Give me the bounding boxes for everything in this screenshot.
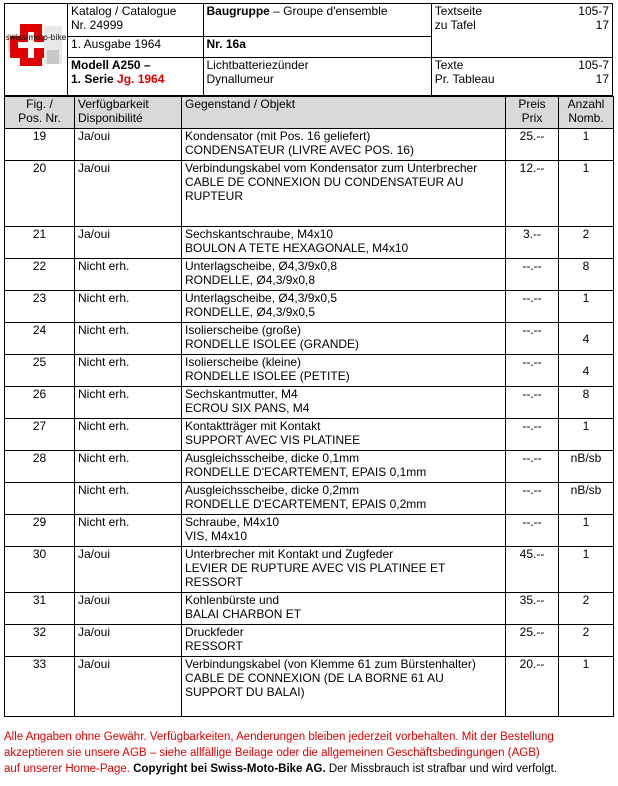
table-row — [5, 483, 614, 515]
pos-number: 22 — [32, 259, 47, 273]
series: 1. Serie — [71, 72, 118, 87]
disclaimer-line-3c: Der Missbrauch ist strafbar und wird verfolgt. — [325, 763, 558, 775]
object-de: Ausgleichsscheibe, dicke 0,1mm — [185, 451, 360, 465]
object-cell — [182, 227, 506, 259]
price-cell — [506, 593, 559, 625]
quantity: 1 — [582, 657, 590, 671]
zutafel-label: zu Tafel — [434, 18, 476, 32]
quantity: 8 — [582, 259, 590, 273]
object-fr: BOULON A TETE HEXAGONALE, M4x10 — [185, 241, 409, 255]
table-row — [5, 291, 614, 323]
pos-number: 33 — [32, 657, 47, 671]
table-row — [5, 419, 614, 451]
price: 35.-- — [519, 593, 545, 607]
object-de: Isolierscheibe (große) — [185, 323, 302, 337]
price-cell — [506, 419, 559, 451]
group-cell — [203, 4, 431, 37]
quantity: 1 — [582, 547, 590, 561]
object-de: Druckfeder — [185, 625, 244, 639]
qty-cell — [559, 387, 614, 419]
object-cell — [182, 483, 506, 515]
price: 25.-- — [519, 625, 545, 639]
table-row — [5, 593, 614, 625]
price-cell — [506, 625, 559, 657]
object-de: Kondensator (mit Pos. 16 geliefert) — [185, 129, 371, 143]
group-name-cell — [203, 58, 431, 96]
quantity: 2 — [582, 593, 590, 607]
disclaimer-line-2: akzeptieren sie unsere AGB – siehe allfällige Beilage oder die allgemeinen Geschäftsbedingungen (AGB) — [4, 747, 540, 759]
avail-cell — [75, 227, 182, 259]
price: 25.-- — [519, 129, 545, 143]
object-de: Kohlenbürste und — [185, 593, 280, 607]
pos-number: 31 — [32, 593, 47, 607]
group-label-fr: – Groupe d'ensemble — [269, 4, 388, 18]
price-cell — [506, 483, 559, 515]
avail-cell — [75, 483, 182, 515]
object-cell — [182, 657, 506, 717]
price: --.-- — [522, 259, 542, 273]
price-cell — [506, 291, 559, 323]
availability: Ja/oui — [78, 227, 111, 241]
object-fr: RONDELLE ISOLEE (PETITE) — [185, 369, 350, 383]
object-de: Sechskantmutter, M4 — [185, 387, 298, 401]
avail-cell — [75, 419, 182, 451]
availability: Nicht erh. — [78, 323, 130, 337]
pos-cell — [5, 593, 75, 625]
price-cell — [506, 161, 559, 227]
object-cell — [182, 419, 506, 451]
qty-cell — [559, 419, 614, 451]
price-cell — [506, 451, 559, 483]
quantity: 4 — [582, 363, 590, 378]
object-cell — [182, 355, 506, 387]
avail-cell — [75, 593, 182, 625]
quantity: 4 — [582, 331, 590, 346]
tableau-value: 17 — [595, 72, 609, 87]
qty-cell — [559, 355, 614, 387]
pos-number: 29 — [32, 515, 47, 529]
price-cell — [506, 129, 559, 161]
object-fr: CABLE DE CONNEXION (DE LA BORNE 61 AU SUPPORT DU BALAI) — [185, 671, 444, 699]
quantity: nB/sb — [570, 483, 602, 497]
object-fr: RONDELLE D'ECARTEMENT, EPAIS 0,1mm — [185, 465, 427, 479]
object-fr: VIS, M4x10 — [185, 529, 248, 543]
pos-number: 24 — [32, 323, 47, 337]
model: Modell A250 – — [71, 58, 151, 73]
series-year: Jg. 1964 — [117, 72, 165, 87]
quantity: 1 — [582, 515, 590, 529]
catalog-label: Katalog / Catalogue — [71, 4, 177, 18]
avail-cell — [75, 355, 182, 387]
avail-cell — [75, 161, 182, 227]
quantity: 1 — [582, 129, 590, 143]
qty-cell — [559, 161, 614, 227]
texte-value: 105-7 — [578, 58, 609, 73]
price-cell — [506, 515, 559, 547]
object-de: Unterbrecher mit Kontakt und Zugfeder — [185, 547, 394, 561]
texte-cell — [431, 58, 612, 96]
pos-cell — [5, 657, 75, 717]
avail-cell — [75, 323, 182, 355]
tableau-label: Pr. Tableau — [434, 72, 495, 87]
table-row — [5, 625, 614, 657]
object-fr: CONDENSATEUR (LIVRE AVEC POS. 16) — [185, 143, 414, 157]
col-qty-header: Anzahl Nomb. — [559, 97, 614, 129]
availability: Nicht erh. — [78, 419, 130, 433]
swiss-moto-bike-logo-icon — [5, 4, 67, 92]
price: --.-- — [522, 291, 542, 305]
price: --.-- — [522, 451, 542, 465]
availability: Ja/oui — [78, 657, 111, 671]
price: 12.-- — [519, 161, 545, 175]
copyright: Copyright bei Swiss-Moto-Bike AG. — [133, 763, 326, 775]
object-fr: BALAI CHARBON ET — [185, 607, 302, 621]
object-cell — [182, 451, 506, 483]
edition: 1. Ausgabe 1964 — [68, 37, 204, 58]
object-cell — [182, 515, 506, 547]
object-fr: LEVIER DE RUPTURE AVEC VIS PLATINEE ET RESSORT — [185, 561, 446, 589]
availability: Ja/oui — [78, 161, 111, 175]
object-fr: RONDELLE, Ø4,3/9x0,5 — [185, 305, 316, 319]
zutafel-value: 17 — [595, 18, 609, 32]
availability: Nicht erh. — [78, 355, 130, 369]
price-cell — [506, 259, 559, 291]
price-cell — [506, 657, 559, 717]
pos-number: 26 — [32, 387, 47, 401]
quantity: 1 — [582, 161, 590, 175]
group-name-de: Lichtbatteriezünder — [206, 58, 309, 73]
table-row — [5, 323, 614, 355]
pos-number: 27 — [32, 419, 47, 433]
pos-number: 19 — [32, 129, 47, 143]
object-de: Ausgleichsscheibe, dicke 0,2mm — [185, 483, 360, 497]
price: 20.-- — [519, 657, 545, 671]
group-name-fr: Dynallumeur — [206, 72, 274, 87]
qty-cell — [559, 259, 614, 291]
svg-text:swiss-moto-bike: swiss-moto-bike — [5, 33, 67, 42]
pos-number: 23 — [32, 291, 47, 305]
object-cell — [182, 161, 506, 227]
table-row — [5, 515, 614, 547]
table-row — [5, 657, 614, 717]
object-fr: ECROU SIX PANS, M4 — [185, 401, 310, 415]
header-table — [4, 3, 613, 96]
parts-table — [4, 96, 614, 717]
table-row — [5, 387, 614, 419]
model-cell — [68, 58, 204, 96]
object-fr: RESSORT — [185, 639, 243, 653]
pos-cell — [5, 259, 75, 291]
pos-cell — [5, 161, 75, 227]
pos-cell — [5, 483, 75, 515]
pos-number: 21 — [32, 227, 47, 241]
availability: Nicht erh. — [78, 515, 130, 529]
price: 45.-- — [519, 547, 545, 561]
qty-cell — [559, 129, 614, 161]
pos-number: 28 — [32, 451, 47, 465]
qty-cell — [559, 547, 614, 593]
object-fr: RONDELLE, Ø4,3/9x0,8 — [185, 273, 316, 287]
qty-cell — [559, 515, 614, 547]
qty-cell — [559, 593, 614, 625]
object-cell — [182, 259, 506, 291]
quantity: 2 — [582, 625, 590, 639]
object-de: Schraube, M4x10 — [185, 515, 280, 529]
price: 3.-- — [523, 227, 541, 241]
price-cell — [506, 227, 559, 259]
object-fr: RONDELLE D'ECARTEMENT, EPAIS 0,2mm — [185, 497, 427, 511]
qty-cell — [559, 625, 614, 657]
quantity: 1 — [582, 291, 590, 305]
object-fr: SUPPORT AVEC VIS PLATINEE — [185, 433, 361, 447]
availability: Nicht erh. — [78, 387, 130, 401]
pos-cell — [5, 129, 75, 161]
pos-cell — [5, 419, 75, 451]
price-cell — [506, 323, 559, 355]
price: --.-- — [522, 387, 542, 401]
object-cell — [182, 593, 506, 625]
textseite-value: 105-7 — [578, 4, 609, 18]
object-de: Unterlagscheibe, Ø4,3/9x0,5 — [185, 291, 338, 305]
table-row — [5, 451, 614, 483]
disclaimer-line-1: Alle Angaben ohne Gewähr. Verfügbarkeiten, Aenderungen bleiben jederzeit vorbehalten. Mit der Bestellung — [4, 731, 554, 743]
qty-cell — [559, 483, 614, 515]
pos-cell — [5, 515, 75, 547]
price-cell — [506, 387, 559, 419]
catalog-number: Nr. 24999 — [71, 18, 124, 32]
object-fr: RONDELLE ISOLEE (GRANDE) — [185, 337, 360, 351]
quantity: 2 — [582, 227, 590, 241]
avail-cell — [75, 129, 182, 161]
avail-cell — [75, 259, 182, 291]
avail-cell — [75, 657, 182, 717]
availability: Nicht erh. — [78, 483, 130, 497]
pos-cell — [5, 355, 75, 387]
object-de: Kontaktträger mit Kontakt — [185, 419, 321, 433]
availability: Ja/oui — [78, 129, 111, 143]
qty-cell — [559, 451, 614, 483]
col-avail-header: Verfügbarkeit Disponibilité — [75, 97, 182, 129]
availability: Ja/oui — [78, 625, 111, 639]
textseite-label: Textseite — [434, 4, 483, 18]
qty-cell — [559, 291, 614, 323]
col-price-header: Preis Prix — [506, 97, 559, 129]
object-cell — [182, 625, 506, 657]
object-de: Verbindungskabel (von Klemme 61 zum Bürstenhalter) — [185, 657, 476, 671]
table-row — [5, 259, 614, 291]
price: --.-- — [522, 419, 542, 433]
catalog-cell — [68, 4, 204, 37]
pos-number: 32 — [32, 625, 47, 639]
object-cell — [182, 547, 506, 593]
table-row — [5, 129, 614, 161]
qty-cell — [559, 323, 614, 355]
pos-number: 30 — [32, 547, 47, 561]
availability: Nicht erh. — [78, 291, 130, 305]
price-cell — [506, 547, 559, 593]
object-de: Unterlagscheibe, Ø4,3/9x0,8 — [185, 259, 338, 273]
pos-cell — [5, 625, 75, 657]
object-cell — [182, 129, 506, 161]
quantity: 1 — [582, 419, 590, 433]
group-label: Baugruppe — [206, 4, 270, 18]
qty-cell — [559, 657, 614, 717]
disclaimer — [4, 729, 614, 777]
quantity: 8 — [582, 387, 590, 401]
availability: Nicht erh. — [78, 451, 130, 465]
price: --.-- — [522, 355, 542, 369]
price-cell — [506, 355, 559, 387]
logo-cell — [5, 4, 68, 96]
price: --.-- — [522, 515, 542, 529]
avail-cell — [75, 451, 182, 483]
table-row — [5, 547, 614, 593]
object-de: Isolierscheibe (kleine) — [185, 355, 302, 369]
pos-cell — [5, 547, 75, 593]
availability: Ja/oui — [78, 547, 111, 561]
pos-cell — [5, 291, 75, 323]
table-row — [5, 355, 614, 387]
object-cell — [182, 323, 506, 355]
price: --.-- — [522, 323, 542, 337]
pos-number: 25 — [32, 355, 47, 369]
availability: Ja/oui — [78, 593, 111, 607]
pos-cell — [5, 451, 75, 483]
quantity: nB/sb — [570, 451, 602, 465]
avail-cell — [75, 547, 182, 593]
pos-cell — [5, 227, 75, 259]
object-de: Sechskantschraube, M4x10 — [185, 227, 334, 241]
table-row — [5, 227, 614, 259]
availability: Nicht erh. — [78, 259, 130, 273]
col-pos-header: Fig. / Pos. Nr. — [5, 97, 75, 129]
avail-cell — [75, 515, 182, 547]
object-de: Verbindungskabel vom Kondensator zum Unterbrecher — [185, 161, 478, 175]
object-fr: CABLE DE CONNEXION DU CONDENSATEUR AU RUPTEUR — [185, 175, 464, 203]
table-row — [5, 161, 614, 227]
col-object-header: Gegenstand / Objekt — [182, 97, 506, 129]
avail-cell — [75, 625, 182, 657]
pos-cell — [5, 323, 75, 355]
price: --.-- — [522, 483, 542, 497]
avail-cell — [75, 291, 182, 323]
object-cell — [182, 387, 506, 419]
pos-number: 20 — [32, 161, 47, 175]
textseite-cell — [431, 4, 612, 58]
texte-label: Texte — [434, 58, 464, 73]
group-number: Nr. 16a — [203, 37, 431, 58]
object-cell — [182, 291, 506, 323]
avail-cell — [75, 387, 182, 419]
qty-cell — [559, 227, 614, 259]
disclaimer-line-3a: auf unserer Home-Page. — [4, 763, 134, 775]
pos-cell — [5, 387, 75, 419]
